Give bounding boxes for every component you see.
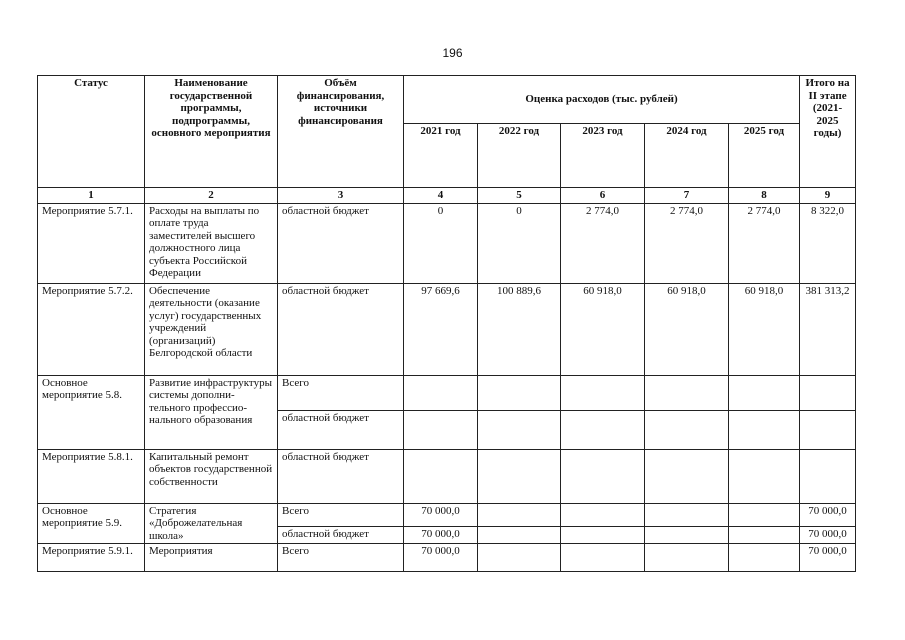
row-status: Мероприятие 5.7.2. xyxy=(38,283,145,375)
header-2023: 2023 год xyxy=(561,124,645,188)
header-2022: 2022 год xyxy=(478,124,561,188)
empty-cell xyxy=(645,375,729,410)
table-row xyxy=(38,503,856,526)
value-2023: 2 774,0 xyxy=(561,203,645,283)
row-source: областной бюджет xyxy=(278,203,404,283)
header-total: Итого на II этапе (2021-2025 годы) xyxy=(800,76,856,188)
empty-cell xyxy=(645,526,729,543)
value-2025: 2 774,0 xyxy=(729,203,800,283)
column-number: 3 xyxy=(278,188,404,204)
empty-cell xyxy=(729,410,800,449)
row-source: областной бюджет xyxy=(278,410,404,449)
row-name: Развитие инфраструктуры системы дополни-тельного профессио-нального образования xyxy=(145,375,278,449)
row-source: областной бюджет xyxy=(278,283,404,375)
empty-cell xyxy=(478,526,561,543)
value-2022: 0 xyxy=(478,203,561,283)
header-2024: 2024 год xyxy=(645,124,729,188)
column-number-row xyxy=(38,188,856,204)
value-2021: 97 669,6 xyxy=(404,283,478,375)
value-2024: 2 774,0 xyxy=(645,203,729,283)
empty-cell xyxy=(561,526,645,543)
header-2025: 2025 год xyxy=(729,124,800,188)
empty-cell xyxy=(478,449,561,503)
empty-cell xyxy=(561,449,645,503)
row-status: Основное мероприятие 5.9. xyxy=(38,503,145,544)
row-source: областной бюджет xyxy=(278,449,404,503)
empty-cell xyxy=(645,544,729,572)
table-row xyxy=(38,375,856,410)
row-name: Обеспечение деятельности (оказание услуг) государственных учреждений (организаций) Белгородской области xyxy=(145,283,278,375)
value-2025: 60 918,0 xyxy=(729,283,800,375)
empty-cell xyxy=(478,503,561,526)
header-volume: Объём финансирования, источники финансирования xyxy=(278,76,404,188)
budget-table xyxy=(37,75,856,572)
empty-cell xyxy=(800,375,856,410)
empty-cell xyxy=(404,375,478,410)
empty-cell xyxy=(729,503,800,526)
empty-cell xyxy=(478,410,561,449)
row-source: областной бюджет xyxy=(278,526,404,543)
row-name: Мероприятия xyxy=(145,544,278,572)
empty-cell xyxy=(729,526,800,543)
empty-cell xyxy=(404,410,478,449)
row-name: Расходы на выплаты по оплате труда заместителей высшего должностного лица субъекта Российской Федерации xyxy=(145,203,278,283)
empty-cell xyxy=(478,375,561,410)
value-2023: 60 918,0 xyxy=(561,283,645,375)
empty-cell xyxy=(561,375,645,410)
header-row-1 xyxy=(38,76,856,124)
empty-cell xyxy=(729,449,800,503)
header-estimate: Оценка расходов (тыс. рублей) xyxy=(404,76,800,124)
empty-cell xyxy=(645,503,729,526)
row-name: Стратегия «Доброжелательная школа» xyxy=(145,503,278,544)
row-status: Мероприятие 5.8.1. xyxy=(38,449,145,503)
row-status: Мероприятие 5.7.1. xyxy=(38,203,145,283)
value-2021: 70 000,0 xyxy=(404,503,478,526)
row-source: Всего xyxy=(278,503,404,526)
header-2021: 2021 год xyxy=(404,124,478,188)
empty-cell xyxy=(645,410,729,449)
value-total: 70 000,0 xyxy=(800,544,856,572)
row-status: Мероприятие 5.9.1. xyxy=(38,544,145,572)
value-total: 70 000,0 xyxy=(800,503,856,526)
value-2021: 70 000,0 xyxy=(404,526,478,543)
value-2021: 0 xyxy=(404,203,478,283)
table-row xyxy=(38,203,856,283)
empty-cell xyxy=(561,503,645,526)
column-number: 4 xyxy=(404,188,478,204)
empty-cell xyxy=(645,449,729,503)
column-number: 1 xyxy=(38,188,145,204)
empty-cell xyxy=(800,449,856,503)
empty-cell xyxy=(561,544,645,572)
header-name: Наименование государственной программы, подпрограммы, основного мероприятия xyxy=(145,76,278,188)
empty-cell xyxy=(404,449,478,503)
row-name: Капитальный ремонт объектов государственной собственности xyxy=(145,449,278,503)
value-2024: 60 918,0 xyxy=(645,283,729,375)
column-number: 7 xyxy=(645,188,729,204)
value-total: 381 313,2 xyxy=(800,283,856,375)
empty-cell xyxy=(800,410,856,449)
table-row xyxy=(38,544,856,572)
value-2022: 100 889,6 xyxy=(478,283,561,375)
column-number: 5 xyxy=(478,188,561,204)
table-row xyxy=(38,449,856,503)
empty-cell xyxy=(729,544,800,572)
empty-cell xyxy=(729,375,800,410)
table-row xyxy=(38,283,856,375)
empty-cell xyxy=(561,410,645,449)
header-status: Статус xyxy=(38,76,145,188)
value-total: 8 322,0 xyxy=(800,203,856,283)
row-source: Всего xyxy=(278,544,404,572)
page-number: 196 xyxy=(442,46,463,60)
row-source: Всего xyxy=(278,375,404,410)
column-number: 6 xyxy=(561,188,645,204)
column-number: 8 xyxy=(729,188,800,204)
value-total: 70 000,0 xyxy=(800,526,856,543)
value-2021: 70 000,0 xyxy=(404,544,478,572)
empty-cell xyxy=(478,544,561,572)
row-status: Основное мероприятие 5.8. xyxy=(38,375,145,449)
column-number: 9 xyxy=(800,188,856,204)
column-number: 2 xyxy=(145,188,278,204)
